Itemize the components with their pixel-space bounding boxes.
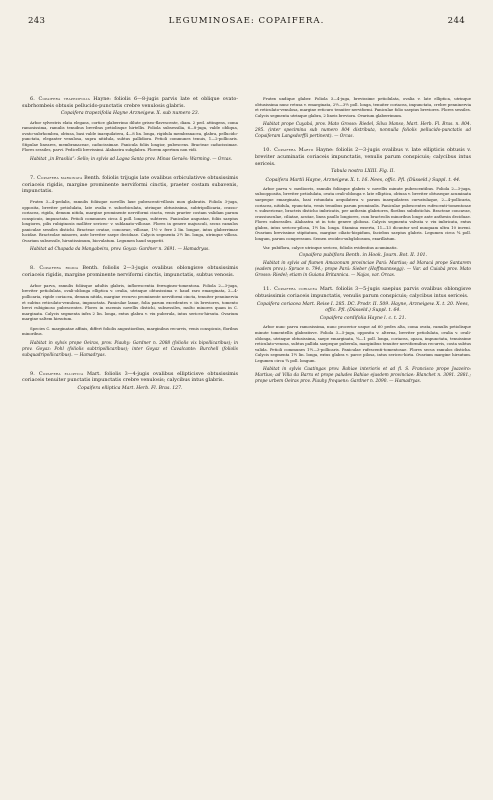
- species-10-tabula: Tabula nostra LXIII. Fig. II.: [331, 169, 395, 175]
- page-number-right: 244: [447, 16, 465, 26]
- species-11-synonym: Copaifera coriacea Mart. Reise I. 285. DC. Prodr. II. 509. Hayne, Arzneigew. X. t. 20. Nees, offic. Pfl. (Düsseld.) Suppl. t. 64.: [256, 301, 470, 313]
- species-7-diagnosis: Benth. foliolis trijugis late ovalibus orbiculativve obtusissimis coriaceis rigidis, margine prominente nerviformi cinctis, praeter costam subavenis, impunctatis.: [22, 174, 238, 195]
- species-9-synonym: Copaifera elliptica Mart. Herb. Fl. Bras. 127.: [77, 386, 183, 392]
- running-header: [22, 16, 471, 30]
- species-11-diagnosis: Mart. foliolis 3—5-jugis saepius parvis ovalibus oblongisve obtusissimis coriaceis impunctatis, venulis parum conspicuis; calycibus intus sericeis.: [255, 286, 471, 299]
- species-6-habitat: Habitat „in Brasilia“: Sello; in sylvis ad Lagoa Santa prov. Minas Geraës: Warming. — Orcas.: [30, 156, 233, 162]
- species-10-heading: [255, 147, 471, 167]
- species-9-diagnosis: Mart. foliolis 3—4-jugis ovalibus ellipticisve obtusissimis coriaceis tenuiter punctatis impunctatis crebre venulosis; calycibus intus glabris.: [22, 370, 238, 384]
- species-9-description: Frutex undique glaber. Foliola 3—4-juga, brevissime petiolulata, ovalia v. late elliptica, utrinque obtusissima nunc retusa v. emarginata, 2½—3½ poll. longa, tenuiter coriacea, impunctata, crebre penninervia et reticulato-venulosa, margine reticuro tenuiter nerviformi. Paniculae folio saepius breviores. Flores sessiles. Calycis segmenta utrinque glabra, 2 lineis breviora. Ovarium glaberrimum.: [255, 96, 471, 118]
- species-10-diagnosis: Hayne: foliolis 2—3-jugis ovalibus v. late ellipticis obtusis v. breviter acuminatis coriaceis impunctatis, venulis parum conspicuis; calycibus intus sericeis.: [255, 147, 471, 167]
- species-6-diagnosis: Hayne: foliolis 6—8-jugis parvis late et oblique ovato-subrhombeis obtusis pellucido-punctatis crebre venulosis glabris.: [22, 96, 238, 109]
- species-7-heading: [22, 175, 238, 195]
- species-10-synonym: Copaifera Martii Hayne, Arzneigew. X. t. 16. Nees, offic. Pfl. (Düsseld.) Suppl. t. 44.: [265, 177, 461, 183]
- species-11-name: 11. Copaifera coriacea: [263, 286, 318, 293]
- species-11-habitat: Habitat in sylvis Caatingas prov. Bahiae interioris et ad fl. S. Francisco prope Joazeiro: Martius; ad Villa da Barra et prope paludes Bahiae ejusdem provinciae: Blanchet n. 3091. 2881.; prope urbem Oeiras prov. Piauhy frequens: Gardner n. 2090. — Hamadryas.: [255, 367, 471, 385]
- species-6-description: Arbor sylvestris elata elegans, cortice glaberrimo dilute griseo-flavescente, diam. 2 ped. attingens, coma ramosissima, ramulis tenuibus brevibus petiolisque hirtellis. Foliola subsessilia, 6—8-juga, valde obliqua, ovato-subrhombea, obtusa, basi valde inaequilatera, 4—8 lin. longa, rigidula membranacea, glabra, pellucido-punctata, eleganter venulosa, supra nitidula, subtus pallidiora. Petioli communes tenuis, 1—2-pollicaris. Stipulae lineares, membranaceae, caducissimae. Panicula foliis longior, pubescens. Bracteae caducissimae. Flores sessiles, parvi. Pedicelli brevissimi. Alabastra subglabra. Florem apertum non vidi.: [22, 119, 238, 153]
- species-8-name: 8. Copaifera rigida: [30, 265, 79, 272]
- species-10-habitat: Habitat in sylvis ad flumen Amazonum provinciae Pará: Martius; ad Maracá prope Santarem (eadem prov.): Spruce n. 794.; prope Pará: Sieber (Hoffmannsegg). — Var. ad Cuiabá prov. Mato Grosso: Riedel; etiam in Guiana Britannica. — Najas, var. Orcas.: [255, 261, 471, 279]
- species-7-description: Frutex 3—4-pedalis, ramulis foliisque novellis laxe pubescenti-villosis mox glabratis. Foliola 3-juga, opposita, breviter petiolulata, late ovalia v. suborbiculata, utrinque obtusissima, subtripollicaria, crasso-coriacea, rigida, demum nitida, margine prominente nerviformi cincta, venis praeter costam validam parum conspicuis, impunctata. Petioli communes circa 4 poll. longus, subteres. Paniculae angustae, foliis saepius longiores, pilis rubiginosis molliter sericeo- v. sublanato-villosae. Flores in genere majusculi, secus ramulos paniculae sessiles distichi. Bracteae ovatae, concavae, villosae, 1½ v. fere 2 lin. longae, intus glaberrimae lucidae. Bracteolae minores, ante breviter saepe deciduae. Calycis segmenta 2½ lin. longa, utrinque villosa. Ovarium subsessile, hirsutissimum, biovulatum. Legumen haud suppetit.: [22, 199, 238, 243]
- species-6-synonym: Copaifera trapezifolia Hayne Arzneigew. X. sub numero 23.: [60, 111, 200, 117]
- text-columns: [22, 96, 471, 394]
- species-7-name: 7. Copaifera marginata: [30, 174, 83, 181]
- species-6-heading: [22, 96, 238, 109]
- species-11-description: Arbor nunc parva ramosissima, nunc procerior usque ad 60 pedes alta, coma ovata, ramulis petiolisque minute tomentellis glabratisve. Foliola 3—5-juga, opposita v. alterna, breviter petiolulata, ovalia v. ovali-oblonga, utrinque obtusissima, saepe emarginata, ¾—1 poll. longa, coriacea, opaca, impunctata, tenuissime reticulato-venosa, subtus pallida saepeque puberula, marginibus tenuiter nerviformibus recurvis, costa subtus valida. Petioli communes 1½—3-pollicaris. Paniculae rufescenti-tomentosae. Flores secus ramulos disticha. Calycis segmenta 1½ lin. longa, extus glabra v. parce pilosa, intus sericeo-hirta. Ovarium margine hirsutum. Legumen circa ¾ poll. longum.: [255, 324, 471, 363]
- species-11-synonym-2: Copaifera cordifolia Hayne l. c. t. 21.: [319, 316, 407, 322]
- species-7-habitat: Habitat ad Chapada da Mangabeira, prov. Goyaz: Gardner n. 3691. — Hamadryas.: [30, 247, 210, 253]
- species-9-heading: [22, 371, 238, 384]
- species-8-heading: [22, 265, 238, 278]
- species-10-description: Arbor parva v. mediocris, ramulis foliisque glabris v. novellis minute pubescentibus. Foliola 2—3-juga, suboopposita, breviter petiolulata, ovata ovali-oblonga v. late elliptica, obtusa v. breviter obtuseque acuminata saepeque emarginata, basi rotundata aequilatera v. parum inaequilatera curvatulaque, 2—4-pollicaria, coriacea, nitidula, epunctata, venis tenuibus parum prominulis. Paniculae pubescentes rufescenti-tomentosae v. subsericeae, bracteis disticho imbricatis, per anthesin glabriores, floribus subdistichis. Bracteae concavae, crassiusculae, ciliatae, acutae, linea paullo longiores, cum bracteolis minoribus longe ante anthesin deciduae. Flores subsessiles. Alabastra ut in toto genere globosa. Calycis segmenta valvata v. vix imbricata, extus glabra, intus sericeo-pilosa, 1½ lin. longa. Stamina exserta, 11—13 dicuntur sed nunquam ultra 10 inveni. Ovarium brevissime stipitatum, margine ciliato-hispidum, faciebus saepius glabris. Legumen circa ¾ poll. longum, parum compressum. Semen ovoideo-subglobosum, exarillatum.: [255, 185, 471, 241]
- species-11-heading: [255, 286, 471, 299]
- species-10-variety-synonym: Copaifera pubiflora Benth. in Hook. Journ. Bot. II. 101.: [298, 252, 427, 258]
- page-number-left: 243: [28, 16, 46, 26]
- left-column: [22, 96, 238, 394]
- species-10-variety: Var. pubiflora, calyce utrinque sericeo, foliolis evidentius acuminatis.: [263, 245, 398, 251]
- running-title: LEGUMINOSAE: COPAIFERA.: [168, 16, 325, 26]
- species-9-habitat: Habitat prope Cuyabá, prov. Mato Grosso: Riedel, Silva Manso, Mart. Herb. Fl. Bras. n. 804. 295. (inter specimina sub numero 804 distributa, nonnulla foliolis pellucido-punctatis ad Copaiferam Langsdorffii pertinent). — Orcas.: [255, 122, 471, 140]
- species-6-name: 6. Copaifera trapezifolia: [30, 96, 91, 102]
- species-9-name: 9. Copaifera elliptica: [30, 370, 84, 377]
- species-8-description: Arbor parva, ramulis foliisque adultis glabris, inflorescentia ferrugineo-tomentosa. Foliola 2—3-juga, breviter petiolulata, ovali-oblonga elliptica v. ovalia, utrinque obtusissima v. haud raro emarginata, 2—4-pollicaria, rigide coriacea, demum nitida, margine recurvo prominente nerviformi cincta, tenuiter penninervia et subtus reticulato-venulosa, impunctata. Paniculae laxae, folia parum excedentes v. iis breviores, tomento brevi rubiginoso pubescentes. Flores in racemis novellis distichi, subsessiles, multo minores quam in C. marginata. Calycis segmenta infra 2 lin. longa, extus glabra v. vix puberula, intus sericeo-hirsuta. Ovarium margine saltem hirsutum.: [22, 282, 238, 322]
- species-8-note: Species C. marginatae affinis, differt foliolis angustioribus, marginibus recurvis, venis conspicuis, floribus minoribus.: [22, 325, 238, 337]
- species-8-diagnosis: Benth. foliolis 2—3-jugis ovalibus oblongisve obtusissimis coriaceis rigidis, margine prominente nerviformi cinctis, impunctatis, subtus venosis.: [22, 265, 238, 279]
- right-column: [255, 96, 471, 394]
- species-10-name: 10. Copaifera Martii: [263, 147, 314, 154]
- species-8-habitat: Habitat in sylvis prope Oeiras, prov. Piauhy: Gardner n. 2088 (foliolis vix bipollicaribus); in prov. Goyaz: Pohl (foliolis subtripollicaribus); inter Goyaz et Cavalcante: Burchell (foliolis subquadripollicaribus). — Hamadryas.: [22, 340, 238, 358]
